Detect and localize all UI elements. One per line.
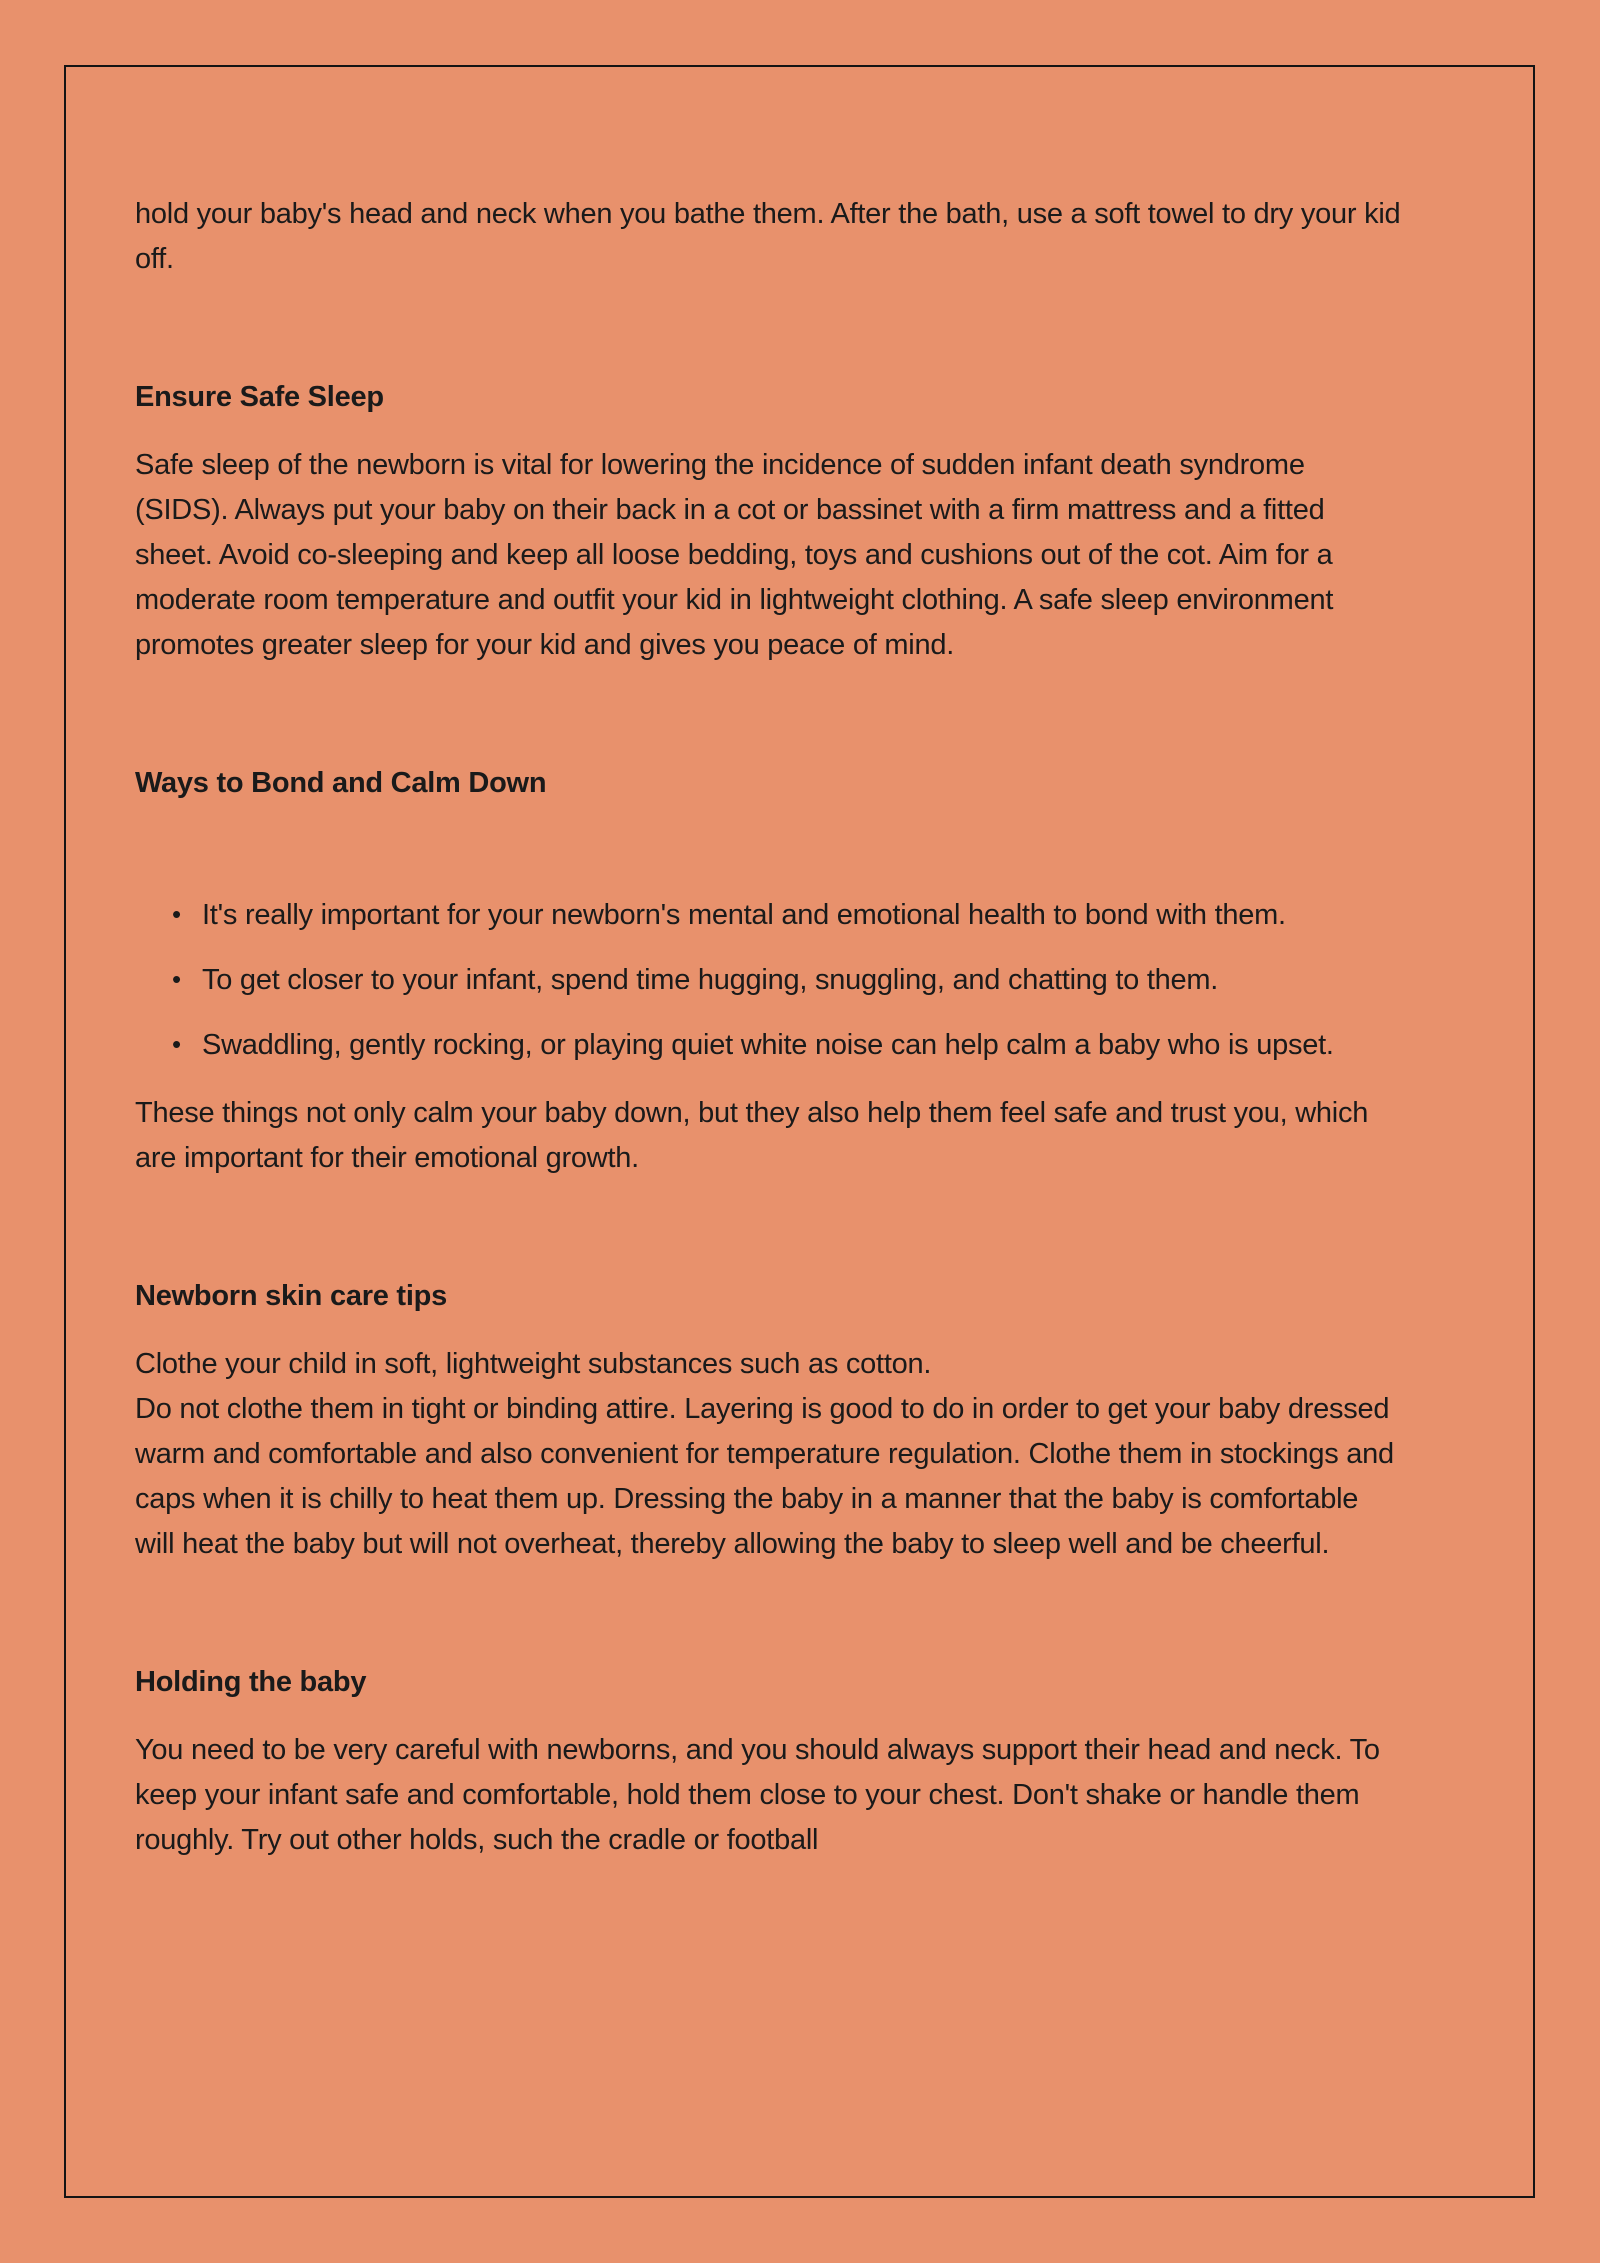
paragraph-safe-sleep: Safe sleep of the newborn is vital for lowering the incidence of sudden infant death syndrome (SIDS). Always put your baby on their back in a cot or bassinet with a firm mattress and a fitted sheet. Avoid co-sleeping and keep all loose bedding, toys and cushions out of the cot. Aim for a moderate room temperature and outfit your kid in lightweight clothing. A safe sleep environment promotes greater sleep for your kid and gives you peace of mind.	[135, 449, 1334, 661]
section-heading-skin-care: Newborn skin care tips	[135, 1280, 447, 1312]
paragraph-bond-summary: These things not only calm your baby down, but they also help them feel safe and trust you, which are important for their emotional growth.	[135, 1097, 1369, 1174]
list-item	[135, 893, 1402, 938]
paragraph-holding-the-baby: You need to be very careful with newborns, and you should always support their head and neck. To keep your infant safe and comfortable, hold them close to your chest. Don't shake or handle them roughly. Try out other holds, such the cradle or football	[135, 1734, 1380, 1856]
paragraph-skin-care-line1: Clothe your child in soft, lightweight substances such as cotton.	[135, 1348, 932, 1380]
list-item-text: It's really important for your newborn's mental and emotional health to bond with them.	[202, 899, 1286, 931]
paragraph-skin-care	[135, 1342, 1402, 1567]
intro-paragraph: hold your baby's head and neck when you bathe them. After the bath, use a soft towel to dry your kid off.	[135, 198, 1401, 275]
bond-tips-list	[135, 893, 1402, 1088]
list-item	[135, 958, 1402, 1003]
section-heading-bond-and-calm: Ways to Bond and Calm Down	[135, 767, 547, 799]
bullet-icon: •	[172, 964, 181, 994]
list-item	[135, 1023, 1402, 1068]
bullet-icon: •	[172, 899, 181, 929]
section-heading-ensure-safe-sleep: Ensure Safe Sleep	[135, 381, 384, 413]
list-item-text: Swaddling, gently rocking, or playing quiet white noise can help calm a baby who is upset.	[202, 1029, 1334, 1061]
bullet-icon: •	[172, 1029, 181, 1059]
page-border-frame	[64, 65, 1535, 2198]
section-heading-holding-the-baby: Holding the baby	[135, 1666, 367, 1698]
list-item-text: To get closer to your infant, spend time hugging, snuggling, and chatting to them.	[202, 964, 1219, 996]
paragraph-skin-care-rest: Do not clothe them in tight or binding attire. Layering is good to do in order to get your baby dressed warm and comfortable and also convenient for temperature regulation. Clothe them in stockings and caps when it is chilly to heat them up. Dressing the baby in a manner that the baby is comfortable will heat the baby but will not overheat, thereby allowing the baby to sleep well and be cheerful.	[135, 1393, 1394, 1560]
